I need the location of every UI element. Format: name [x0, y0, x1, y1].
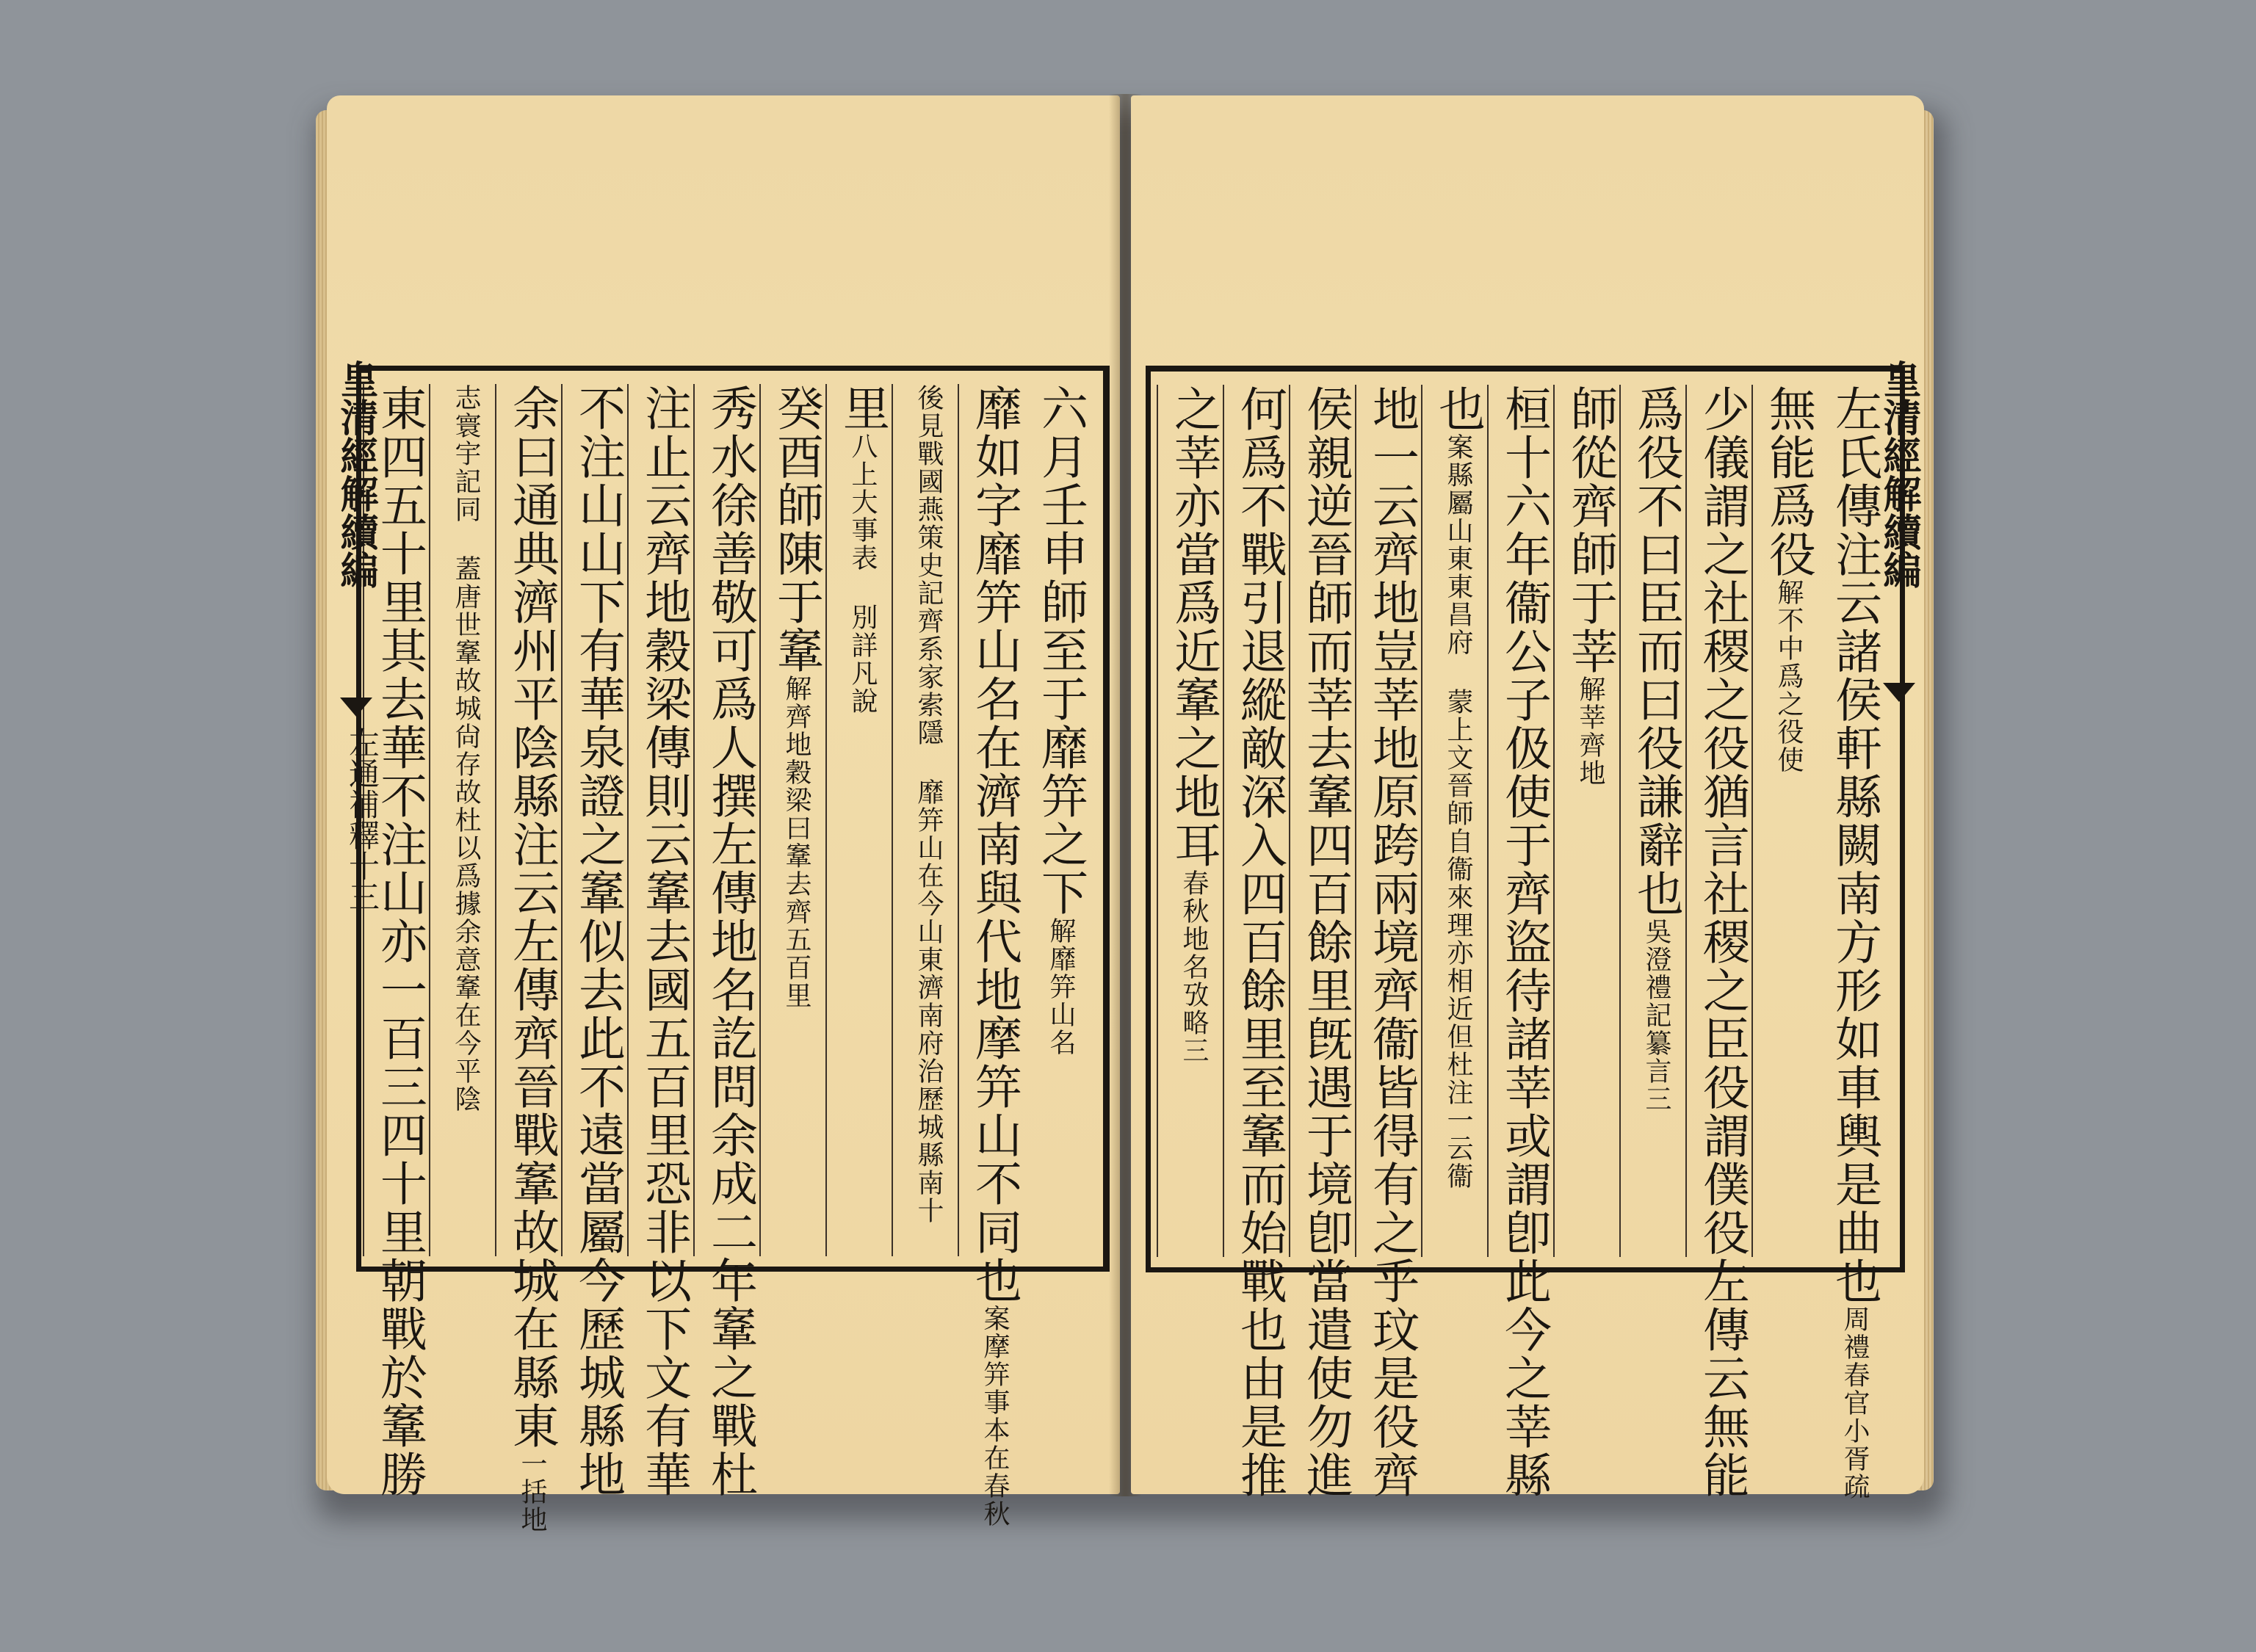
- text-column: 侯親逆晉師而莘去鞌四百餘里旣遇于境卽當遣使勿進: [1289, 385, 1361, 1257]
- text-column: 靡如字靡笄山名在濟南與代地摩笄山不同也案摩笄事本在春秋: [958, 384, 1030, 1256]
- text-column: 里八上大事表 別詳凡說: [825, 384, 897, 1256]
- text-column: 爲役不曰臣而曰役謙辭也吳澄禮記纂言三: [1619, 385, 1691, 1257]
- left-page: [327, 95, 1120, 1534]
- text-column: 志寰宇記同 蓋唐世鞌故城尙存故杜以爲據余意鞌在今平陰: [429, 384, 501, 1256]
- text-column: 六月壬申師至于靡笄之下解靡笄山名: [1033, 384, 1088, 1057]
- text-column: 師從齊師于莘解莘齊地: [1553, 385, 1625, 1257]
- right-page: [1131, 95, 1924, 1501]
- text-column: 東四五十里其去華不注山亦一百三四十里朝戰於鞌勝: [363, 384, 435, 1256]
- fish-tail-mark: [1883, 683, 1915, 702]
- text-column: 後見戰國燕策史記齊系家索隱 靡笄山在今山東濟南府治歷城縣南十: [892, 384, 964, 1256]
- text-column: 何爲不戰引退縱敵深入四百餘里至鞌而始戰也由是推: [1223, 385, 1295, 1257]
- text-column: 也案縣屬山東東昌府 蒙上文晉師自衞來理亦相近但杜注一云衞: [1421, 385, 1493, 1257]
- text-column: 癸酉師陳于鞌解齊地穀梁曰鞌去齊五百里: [759, 384, 831, 1256]
- text-column: 無能爲役解不中爲之役使: [1751, 385, 1823, 1257]
- left-text-frame: [356, 366, 1110, 1534]
- fish-tail-mark: [340, 698, 372, 717]
- text-column: 不注山山下有華泉證之鞌似去此不遠當屬今歷城縣地: [561, 384, 633, 1256]
- text-column: 注止云齊地穀梁傳則云鞌去國五百里恐非以下文有華: [627, 384, 699, 1256]
- left-margin-title: 皇清經解續編: [333, 360, 378, 589]
- right-text-frame: [1146, 366, 1905, 1501]
- text-column: 余曰通典濟州平陰縣注云左傳齊晉戰鞌故城在縣東一括地: [495, 384, 567, 1256]
- right-margin-title: 皇清經解續編: [1876, 360, 1921, 589]
- text-column: 之莘亦當爲近鞌之地耳春秋地名攷略三: [1157, 385, 1229, 1257]
- text-column: 地一云齊地豈莘地原跨兩境齊衞皆得有之乎玟是役齊: [1355, 385, 1427, 1257]
- text-column: 秀水徐善敬可爲人撰左傳地名訖問余成二年鞌之戰杜: [693, 384, 765, 1256]
- text-column: 左氏傳注云諸侯軒縣闕南方形如車輿是曲也周禮春官小胥疏: [1827, 385, 1881, 1501]
- text-column: 少儀謂之社稷之役猶言社稷之臣役謂僕役左傳云無能: [1685, 385, 1757, 1257]
- text-column: 桓十六年衞公子伋使于齊盜待諸莘或謂卽此今之莘縣: [1487, 385, 1559, 1257]
- left-margin-section: 左通補釋十三: [344, 727, 380, 912]
